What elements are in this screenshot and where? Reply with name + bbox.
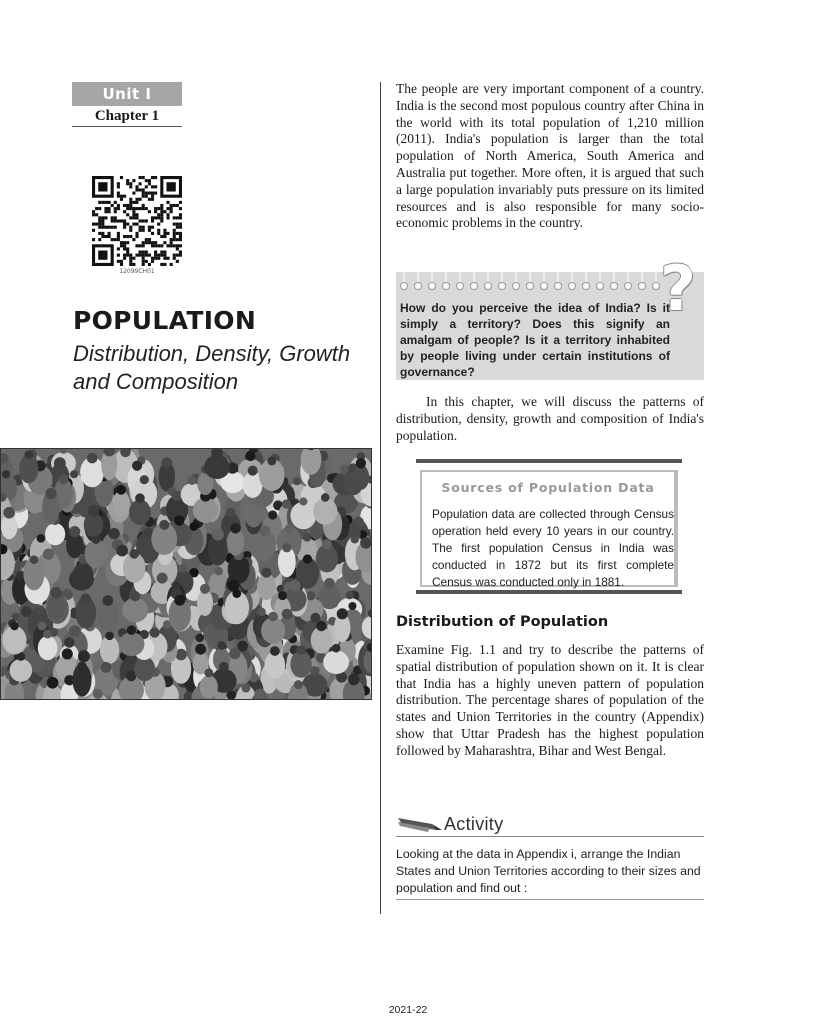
qr-caption: 12099CH01 <box>119 268 155 275</box>
activity-header <box>396 812 704 837</box>
page-footer: 2021-22 <box>388 1004 428 1016</box>
activity-title: Activity <box>444 814 504 834</box>
activity-text: Looking at the data in Appendix i, arrange the Indian States and Union Territories according to their sizes and population and find out : <box>396 846 704 900</box>
dotted-border <box>396 272 704 296</box>
section-heading: Distribution of Population <box>396 614 609 630</box>
think-question: How do you perceive the idea of India? Is it simply a territory? Does this signify an amalgam of people? Is it a territory inhabited by people living under certain institutions of governance? <box>400 301 670 379</box>
pencil-icon <box>396 814 444 834</box>
unit-label: Unit I <box>72 82 182 106</box>
question-mark-icon: ? <box>660 252 696 325</box>
chapter-label: Chapter 1 <box>72 108 182 127</box>
chapter-intro-paragraph: In this chapter, we will discuss the patterns of distribution, density, growth and composition of India's population. <box>396 394 704 443</box>
distribution-paragraph: Examine Fig. 1.1 and try to describe the patterns of spatial distribution of population shown on it. It is clear that India has a highly uneven pattern of population distribution. The percentage shares of population of the states and Union Territories in the country (Appendix) show that Uttar Pradesh has the highest population followed by Maharashtra, Bihar and West Bengal. <box>396 642 704 758</box>
think-box <box>396 252 704 380</box>
crowd-photo <box>0 448 372 700</box>
sources-title: Sources of Population Data <box>441 480 655 495</box>
sources-text: Population data are collected through Census operation held every 10 years in our country. The first population Census in India was conducted in 1872 but its first complete Census was conducted only in 1881. <box>432 507 674 589</box>
sources-box <box>416 459 682 594</box>
column-divider <box>380 82 381 914</box>
sources-inner-frame <box>420 470 678 587</box>
chapter-title: POPULATION <box>73 306 257 335</box>
intro-paragraph: The people are very important component of a country. India is the second most populous country after China in the world with its total population of 1,210 million (2011). India's population is larger than the total population of North America, South America and Australia put together. More often, it is argued that such a large population invariably puts pressure on its limited resources and is also responsible for many socio-economic problems in the country. <box>396 81 704 231</box>
chapter-subtitle: Distribution, Density, Growth and Composition <box>73 341 351 394</box>
qr-code-icon <box>92 176 182 266</box>
